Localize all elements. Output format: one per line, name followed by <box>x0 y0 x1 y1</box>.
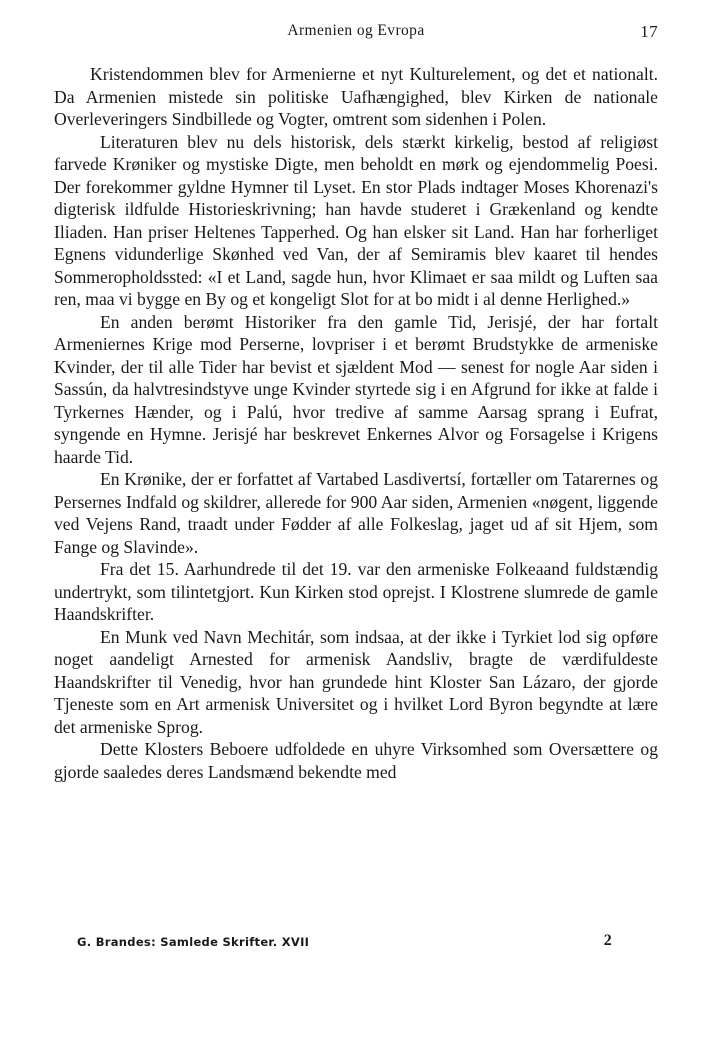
paragraph: Dette Klosters Beboere udfoldede en uhyre Virksomhed som Oversættere og gjorde saaledes deres Landsmænd bekendte med <box>54 739 658 782</box>
paragraph: Literaturen blev nu dels historisk, dels stærkt kirkelig, bestod af religiøst farvede Krøniker og mystiske Digte, men beholdt en mørk og ejendommelig Poesi. Der forekommer gyldne Hymner til Lyset. En stor Plads indtager Moses Khorenazi's digterisk ildfulde Historieskrivning; han havde studeret i Grækenland og kendte Iliaden. Han priser Heltenes Tapperhed. Og han elsker sit Land. Han har forherliget Egnens vidunderlige Skønhed ved Van, der af Semiramis blev kaaret til hendes Sommeropholdssted: «I et Land, sagde hun, hvor Klimaet er saa mildt og Luften saa ren, maa vi bygge en By og et kongeligt Slot for at bo midt i al denne Herlighed.» <box>54 131 658 309</box>
signature-mark: 2 <box>603 932 612 949</box>
paragraph: En Krønike, der er forfattet af Vartabed Lasdivertsí, fortæller om Tatarernes og Persernes Indfald og skildrer, allerede for 900 Aar siden, Armenien «nøgent, liggende ved Vejens Rand, traadt under Fødder af alle Folkeslag, jaget ud af sit Hjem, som Fange og Slavinde». <box>54 469 658 557</box>
imprint-line: G. Brandes: Samlede Skrifter. XVII <box>77 935 310 949</box>
page-number: 17 <box>640 22 658 41</box>
paragraph: En anden berømt Historiker fra den gamle Tid, Jerisjé, der har fortalt Armeniernes Krige mod Perserne, lovpriser i et berømt Brudstykke de armeniske Kvinder, der til alle Tider har bevist et sjældent Mod — senest for nogle Aar siden i Sassún, da halvtresindstyve unge Kvinder styrtede sig i en Afgrund for ikke at falde i Tyrkernes Hænder, og i Palú, hvor tredive af samme Aarsag sprang i Eufrat, syngende en Hymne. Jerisjé har beskrevet Enkernes Alvor og Forsagelse i Krigens haarde Tid. <box>54 311 658 467</box>
paragraph: En Munk ved Navn Mechitár, som indsaa, at der ikke i Tyrkiet lod sig opføre noget aandeligt Arnested for armenisk Aandsliv, bragte de værdifuldeste Haandskrifter til Venedig, hvor han grundede hint Kloster San Lázaro, der gjorde Tjeneste som en Art armenisk Universitet og i hvilket Lord Byron begyndte at lære det armeniske Sprog. <box>54 626 658 737</box>
paragraph: Kristendommen blev for Armenierne et nyt Kulturelement, og det et nationalt. Da Armenien mistede sin politiske Uafhængighed, blev Kirken de nationale Overleveringers Sindbillede og Vogter, omtrent som sidenhen i Polen. <box>54 64 658 129</box>
running-header <box>54 22 658 42</box>
body-text <box>54 63 658 783</box>
book-page <box>54 22 658 783</box>
paragraph: Fra det 15. Aarhundrede til det 19. var den armeniske Folkeaand fuldstændig undertrykt, som tilintetgjort. Kun Kirken stod oprejst. I Klostrene slumrede de gamle Haandskrifter. <box>54 559 658 624</box>
page-footer <box>77 932 612 949</box>
running-title: Armenien og Evropa <box>287 22 425 39</box>
